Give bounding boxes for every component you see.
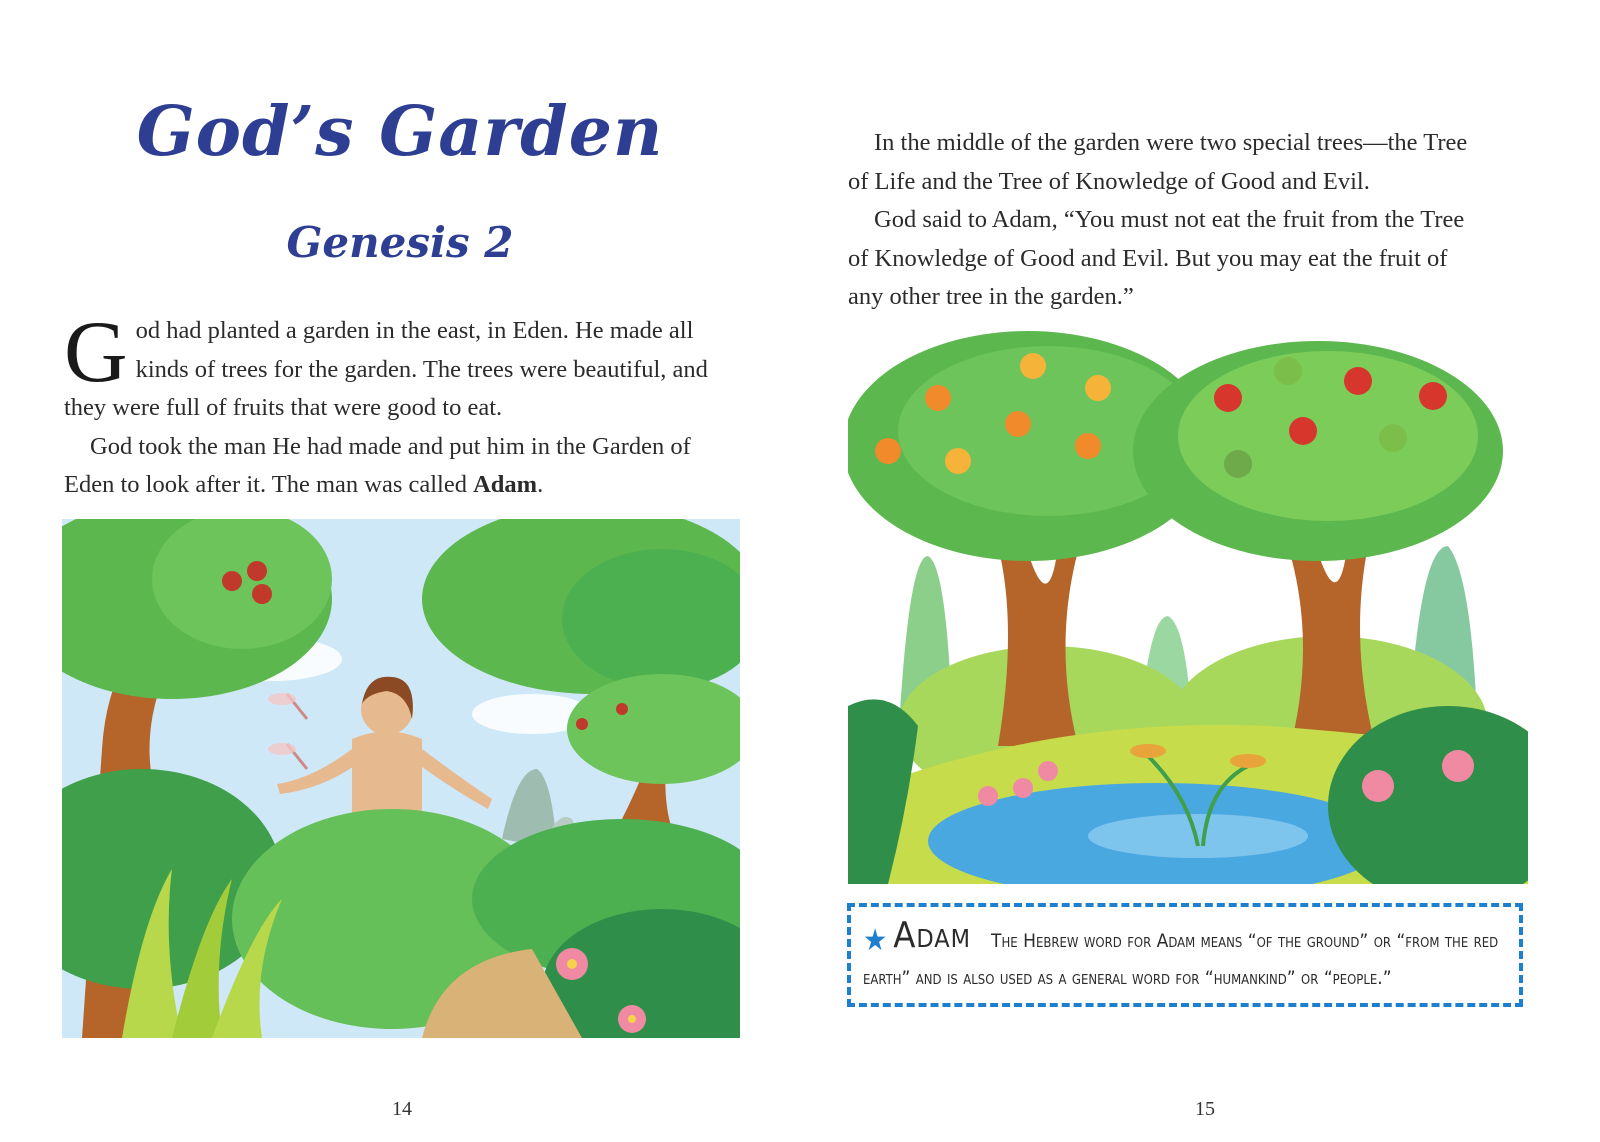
two-trees-svg — [848, 326, 1528, 884]
drop-cap: G — [64, 304, 128, 401]
fact-box-text: The Hebrew word for Adam means “of the ground” or “from the red earth” and is also used as a general word for “humankind” or “people.” — [863, 930, 1499, 989]
scripture-reference: Genesis 2 — [286, 218, 514, 267]
two-trees-illustration — [848, 326, 1528, 884]
right-body-text — [848, 124, 1488, 317]
fact-box-heading: Adam — [893, 915, 972, 956]
paragraph-1 — [64, 304, 744, 428]
paragraph-2 — [64, 428, 744, 505]
fact-box — [847, 903, 1523, 1007]
adam-garden-svg — [62, 519, 740, 1038]
left-body-text — [64, 304, 744, 505]
right-paragraph-1: In the middle of the garden were two special trees—the Tree of Life and the Tree of Knowledge of Good and Evil. — [848, 129, 1468, 195]
right-page — [800, 0, 1600, 1142]
page-number-left: 14 — [392, 1098, 412, 1120]
paragraph-1-text: od had planted a garden in the east, in Eden. He made all kinds of trees for the garden. The trees were beautiful, and they were full of fruits that were good to eat. — [64, 317, 708, 421]
page-title: God’s Garden — [136, 92, 664, 172]
paragraph-2-end: . — [537, 471, 544, 498]
page-number-right: 15 — [1195, 1098, 1215, 1120]
adam-in-garden-illustration — [62, 519, 740, 1038]
right-paragraph-2: God said to Adam, “You must not eat the fruit from the Tree of Knowledge of Good and Evil. But you may eat the fruit of any other tree in the garden.” — [848, 206, 1465, 310]
star-icon: ★ — [863, 923, 888, 958]
adam-bold-word: Adam — [473, 471, 538, 498]
paragraph-2-text: God took the man He had made and put him in the Garden of Eden to look after it. The man was called — [64, 432, 691, 498]
